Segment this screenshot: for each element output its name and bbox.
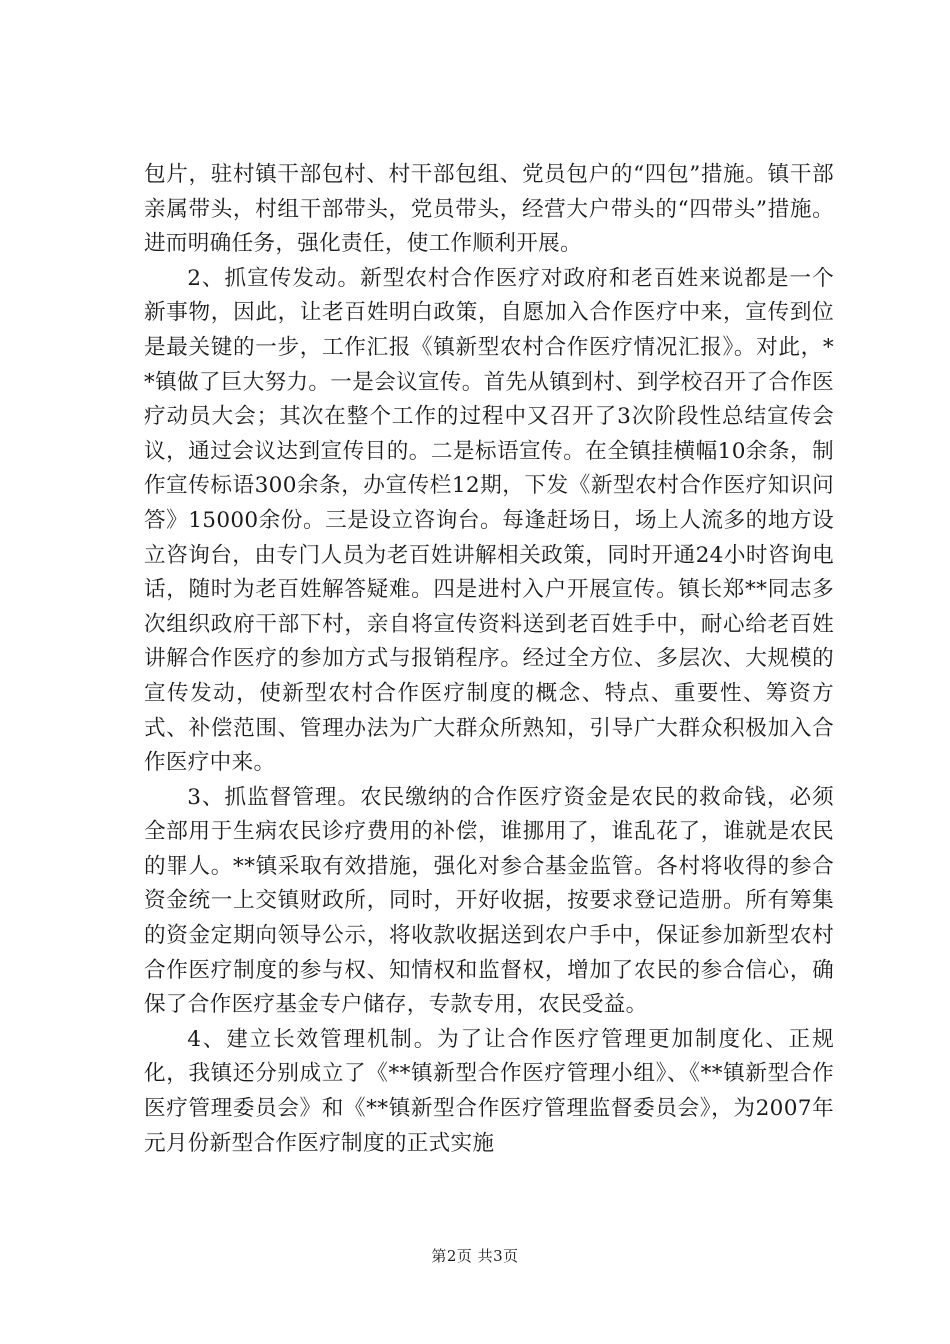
- paragraph-continuation: 包片，驻村镇干部包村、村干部包组、党员包户的“四包”措施。镇干部亲属带头，村组干部带头，党员带头，经营大户带头的“四带头”措施。进而明确任务，强化责任，使工作顺利开展。: [144, 162, 834, 257]
- page-number-footer: 第2页 共3页: [431, 1247, 519, 1265]
- paragraph-publicity: 2、抓宣传发动。新型农村合作医疗对政府和老百姓来说都是一个新事物，因此，让老百姓明白政策，自愿加入合作医疗中来，宣传到位是最关键的一步，工作汇报《镇新型农村合作医疗情况汇报》。对此，**镇做了巨大努力。一是会议宣传。首先从镇到村、到学校召开了合作医疗动员大会；其次在整个工作的过程中又召开了3次阶段性总结宣传会议，通过会议达到宣传目的。二是标语宣传。在全镇挂横幅10余条，制作宣传标语300余条，办宣传栏12期，下发《新型农村合作医疗知识问答》15000余份。三是设立咨询台。每逢赶场日，场上人流多的地方设立咨询台，由专门人员为老百姓讲解相关政策，同时开通24小时咨询电话，随时为老百姓解答疑难。四是进村入户开展宣传。镇长郑**同志多次组织政府干部下村，亲自将宣传资料送到老百姓手中，耐心给老百姓讲解合作医疗的参加方式与报销程序。经过全方位、多层次、大规模的宣传发动，使新型农村合作医疗制度的概念、特点、重要性、筹资方式、补偿范围、管理办法为广大群众所熟知，引导广大群众积极加入合作医疗中来。: [144, 265, 834, 776]
- paragraph-long-term-mechanism: 4、建立长效管理机制。为了让合作医疗管理更加制度化、正规化，我镇还分别成立了《**镇新型合作医疗管理小组》、《**镇新型合作医疗管理委员会》和《**镇新型合作医疗管理监督委员会》，为2007年元月份新型合作医疗制度的正式实施: [144, 1026, 834, 1156]
- document-body: [144, 158, 834, 1161]
- paragraph-supervision: 3、抓监督管理。农民缴纳的合作医疗资金是农民的救命钱，必须全部用于生病农民诊疗费用的补偿，谁挪用了，谁乱花了，谁就是农民的罪人。**镇采取有效措施，强化对参合基金监管。各村将收得的参合资金统一上交镇财政所，同时，开好收据，按要求登记造册。所有筹集的资金定期向领导公示，将收款收据送到农户手中，保证参加新型农村合作医疗制度的参与权、知情权和监督权，增加了农民的参合信心，确保了合作医疗基金专户储存，专款专用，农民受益。: [144, 784, 834, 1018]
